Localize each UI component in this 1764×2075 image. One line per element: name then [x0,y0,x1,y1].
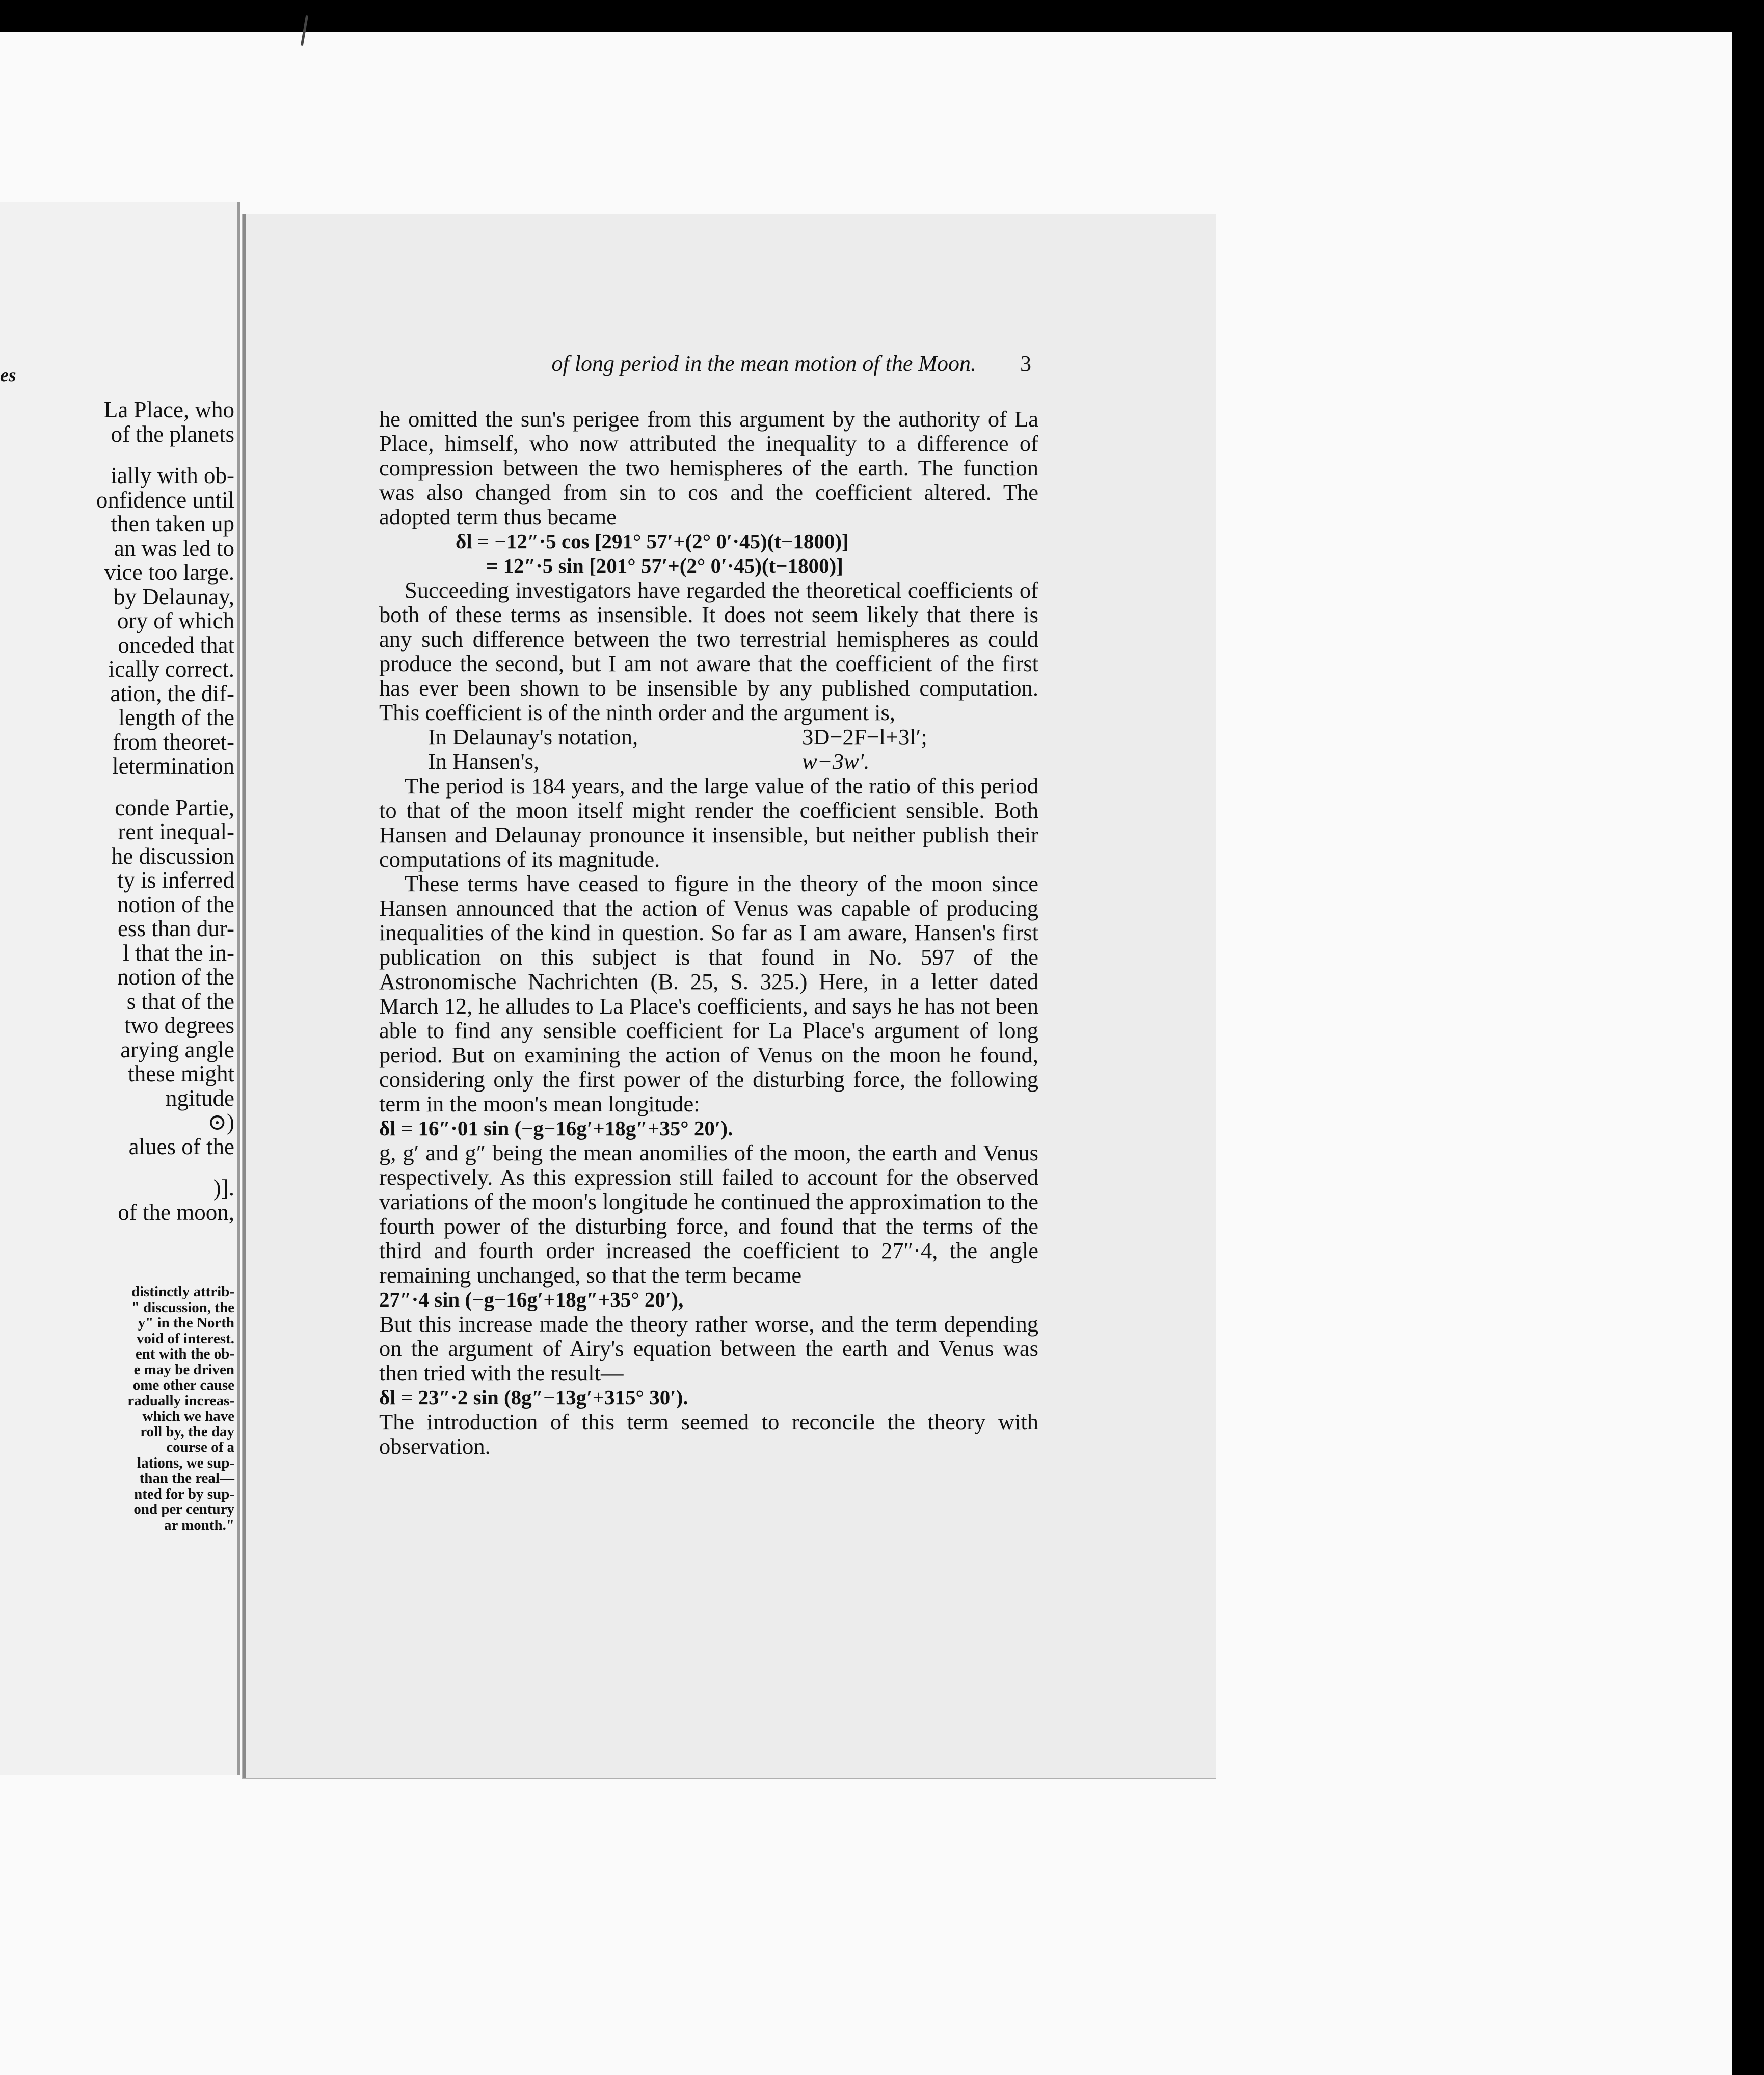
left-text-line: vice too large. [104,560,234,585]
notation-label-delaunay: In Delaunay's notation, [428,724,638,750]
paragraph-6: But this increase made the theory rather worse, and the term depending on the argument of Airy's equation between the earth and Venus was then tried with the result— [379,1311,1038,1386]
equation-4: 27″·4 sin (−g−16g′+18g″+35° 20′), [379,1288,684,1311]
left-text-line: onfidence until [96,487,234,513]
main-page [243,214,1216,1778]
left-footnote-line: ent with the ob- [135,1346,234,1362]
equation-3: δl = 16″·01 sin (−g−16g′+18g″+35° 20′). [379,1116,733,1140]
left-footnote-line: radually increas- [127,1392,234,1409]
left-running-head-fragment: es [0,364,16,386]
left-text-line: by Delaunay, [114,583,234,609]
left-text-line: then taken up [111,511,234,537]
left-text-line: notion of the [117,964,234,990]
left-text-line: length of the [118,705,234,730]
equation-2: = 12″·5 sin [201° 57′+(2° 0′·45)(t−1800)] [486,554,843,577]
left-text-line: rent inequal- [118,819,234,844]
left-footnote-line: which we have [142,1408,234,1424]
left-text-line: from theoret- [113,729,234,755]
notation-row-hansen [379,749,1038,774]
body-text [379,407,1038,1458]
left-text-line: ially with ob- [111,463,234,488]
left-footnote-line: e may be driven [133,1361,234,1378]
equation-1: δl = −12″·5 cos [291° 57′+(2° 0′·45)(t−1800)] [456,529,849,553]
left-footnote-line: course of a [166,1439,234,1455]
left-footnote-line: lations, we sup- [137,1454,234,1471]
left-footnote-line: y" in the North [138,1315,234,1331]
paragraph-2: Succeeding investigators have regarded the theoretical coefficients of both of these terms as insensible. It does not seem likely that there is any such difference between the two terrestrial hemispheres as could produce the second, but I am not aware that the coefficient of the first has ever been shown to be insensible by any published computation. This coefficient is of the ninth order and the argument is, [379,577,1038,725]
left-text-line: conde Partie, [115,794,234,820]
left-text-line: an was led to [114,535,234,561]
left-text-line: these might [128,1061,234,1086]
left-text-line: La Place, who [103,397,234,422]
left-text-line: ess than dur- [117,916,234,941]
left-footnote-line: ond per century [133,1501,234,1518]
paragraph-1: he omitted the sun's perigee from this argument by the authority of La Place, himself, who now attributed the inequality to a difference of compression between the two hemispheres of the earth. The function was also changed from sin to cos and the coefficient altered. The adopted term thus became [379,406,1038,529]
notation-label-hansen: In Hansen's, [428,749,540,774]
left-text-line: ngitude [166,1085,234,1111]
left-footnote-line: than the real— [139,1470,234,1486]
left-text-line: ation, the dif- [110,680,234,706]
left-text-line: l that the in- [123,940,234,966]
left-text-line: of the moon, [118,1199,234,1225]
left-text-line: s that of the [126,988,234,1014]
left-text-line: notion of the [117,891,234,917]
page-number: 3 [1020,351,1031,376]
equation-5: δl = 23″·2 sin (8g″−13g′+315° 30′). [379,1386,688,1409]
paragraph-7: The introduction of this term seemed to reconcile the theory with observation. [379,1409,1038,1459]
left-text-line: ory of which [117,608,234,633]
left-footnote-line: " discussion, the [131,1299,234,1316]
left-text-line: he discussion [111,843,234,869]
left-text-line: ⊙) [207,1109,234,1135]
paragraph-3: The period is 184 years, and the large value of the ratio of this period to that of the moon itself might render the coefficient sensible. Both Hansen and Delaunay pronounce it insensible, but neither publish their computations of its magnitude. [379,773,1038,872]
left-footnote-line: nted for by sup- [134,1485,234,1502]
paragraph-5: g, g′ and g″ being the mean anomilies of the moon, the earth and Venus respectively. As this expression still failed to account for the observed variations of the moon's longitude he continued the approximation to the fourth power of the disturbing force, and found that the terms of the third and fourth order increased the coefficient to 27″·4, the angle remaining unchanged, so that the term became [379,1140,1038,1288]
left-footnote-line: void of interest. [137,1330,234,1347]
left-footnote-line: ome other cause [132,1377,234,1393]
paragraph-4: These terms have ceased to figure in the theory of the moon since Hansen announced that the action of Venus was capable of producing inequalities of the kind in question. So far as I am aware, Hansen's first publication on this subject is that found in No. 597 of the Astronomische Nachrichten (B. 25, S. 325.) Here, in a letter dated March 12, he alludes to La Place's coefficients, and says he has not been able to find any sensible coefficient for La Place's argument of long period. But on examining the action of Venus on the moon he found, considering only the first power of the disturbing force, the following term in the moon's mean longitude: [379,871,1038,1116]
left-footnote-line: ar month." [164,1517,234,1533]
left-text-line: ty is inferred [117,867,234,893]
left-footnote-line: distinctly attrib- [131,1284,234,1300]
left-text-line: alues of the [128,1133,234,1159]
notation-value-delaunay: 3D−2F−l+3l′; [802,724,927,750]
left-text-line: )]. [213,1175,234,1201]
left-footnote-line: roll by, the day [140,1423,234,1440]
left-text-line: ically correct. [108,656,234,682]
notation-row-delaunay [379,725,1038,749]
left-page [0,202,240,1775]
left-text-line: two degrees [124,1013,234,1038]
notation-value-hansen: w−3w′. [802,749,870,774]
running-title: of long period in the mean motion of the Moon. [551,351,976,376]
left-text-line: onceded that [118,632,234,658]
left-text-line: of the planets [111,421,234,447]
left-text-line: letermination [112,753,234,779]
left-text-line: arying angle [120,1036,234,1062]
